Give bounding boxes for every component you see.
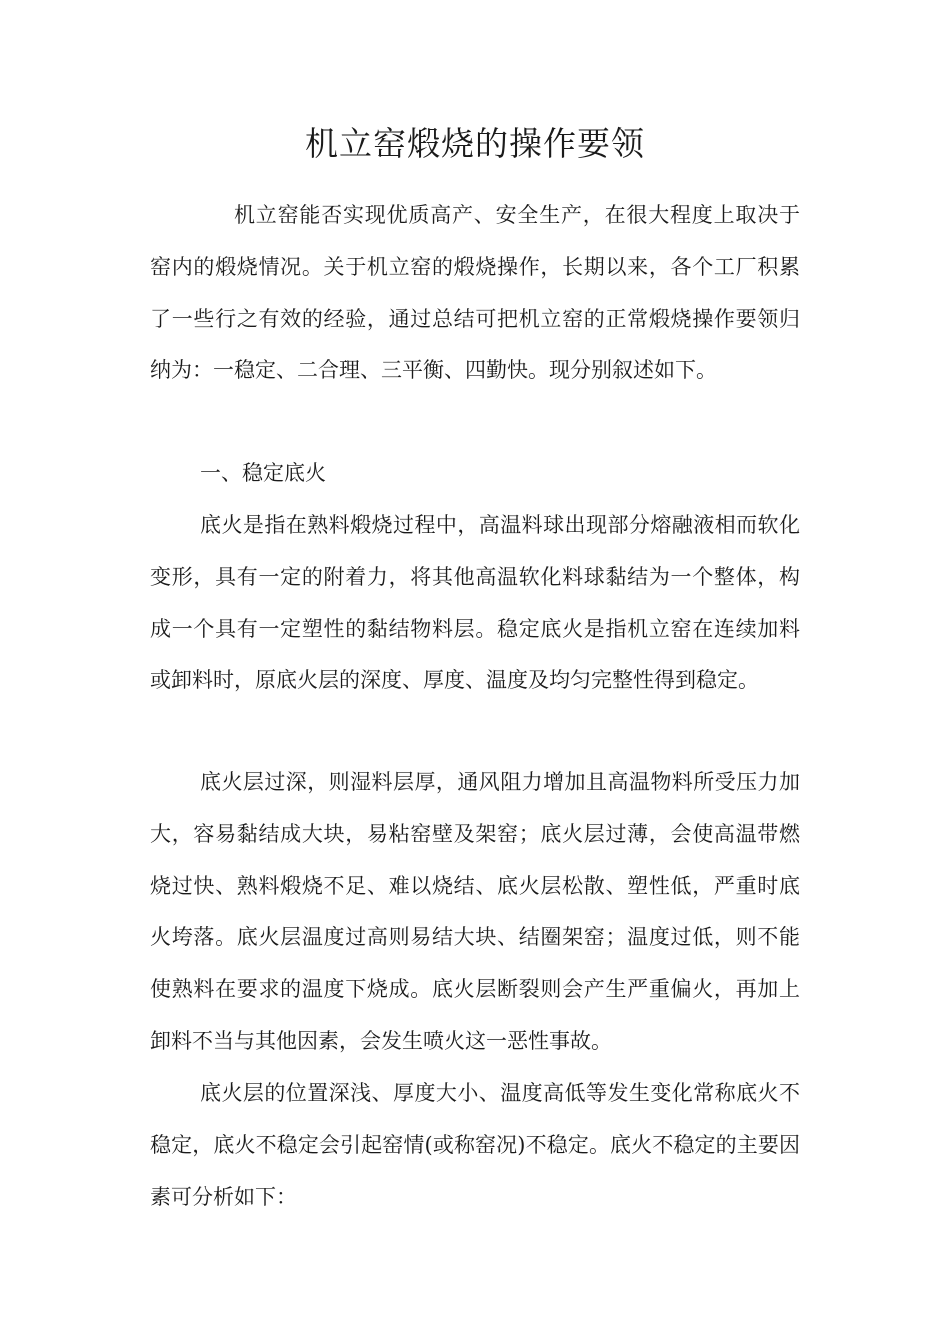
body-paragraph: 底火层过深，则湿料层厚，通风阻力增加且高温物料所受压力加大，容易黏结成大块，易粘窑壁及架窑；底火层过薄，会使高温带燃烧过快、熟料煅烧不足、难以烧结、底火层松散、塑性低，严重时底火垮落。底火层温度过高则易结大块、结圈架窑；温度过低，则不能使熟料在要求的温度下烧成。底火层断裂则会产生严重偏火，再加上卸料不当与其他因素，会发生喷火这一恶性事故。 (150, 770, 800, 1053)
body-paragraph: 底火层的位置深浅、厚度大小、温度高低等发生变化常称底火不稳定，底火不稳定会引起窑情(或称窑况)不稳定。底火不稳定的主要因素可分析如下： (150, 1081, 800, 1209)
document-title: 机立窑煅烧的操作要领 (305, 124, 645, 163)
body-paragraph: 底火是指在熟料煅烧过程中，高温料球出现部分熔融液相而软化变形，具有一定的附着力，将其他高温软化料球黏结为一个整体，构成一个具有一定塑性的黏结物料层。稳定底火是指机立窑在连续加料或卸料时，原底火层的深度、厚度、温度及均匀完整性得到稳定。 (150, 513, 800, 693)
section-heading: 一、稳定底火 (200, 461, 326, 485)
intro-paragraph: 机立窑能否实现优质高产、安全生产，在很大程度上取决于窑内的煅烧情况。关于机立窑的煅烧操作，长期以来，各个工厂积累了一些行之有效的经验，通过总结可把机立窑的正常煅烧操作要领归纳为：一稳定、二合理、三平衡、四勤快。现分别叙述如下。 (150, 203, 800, 383)
